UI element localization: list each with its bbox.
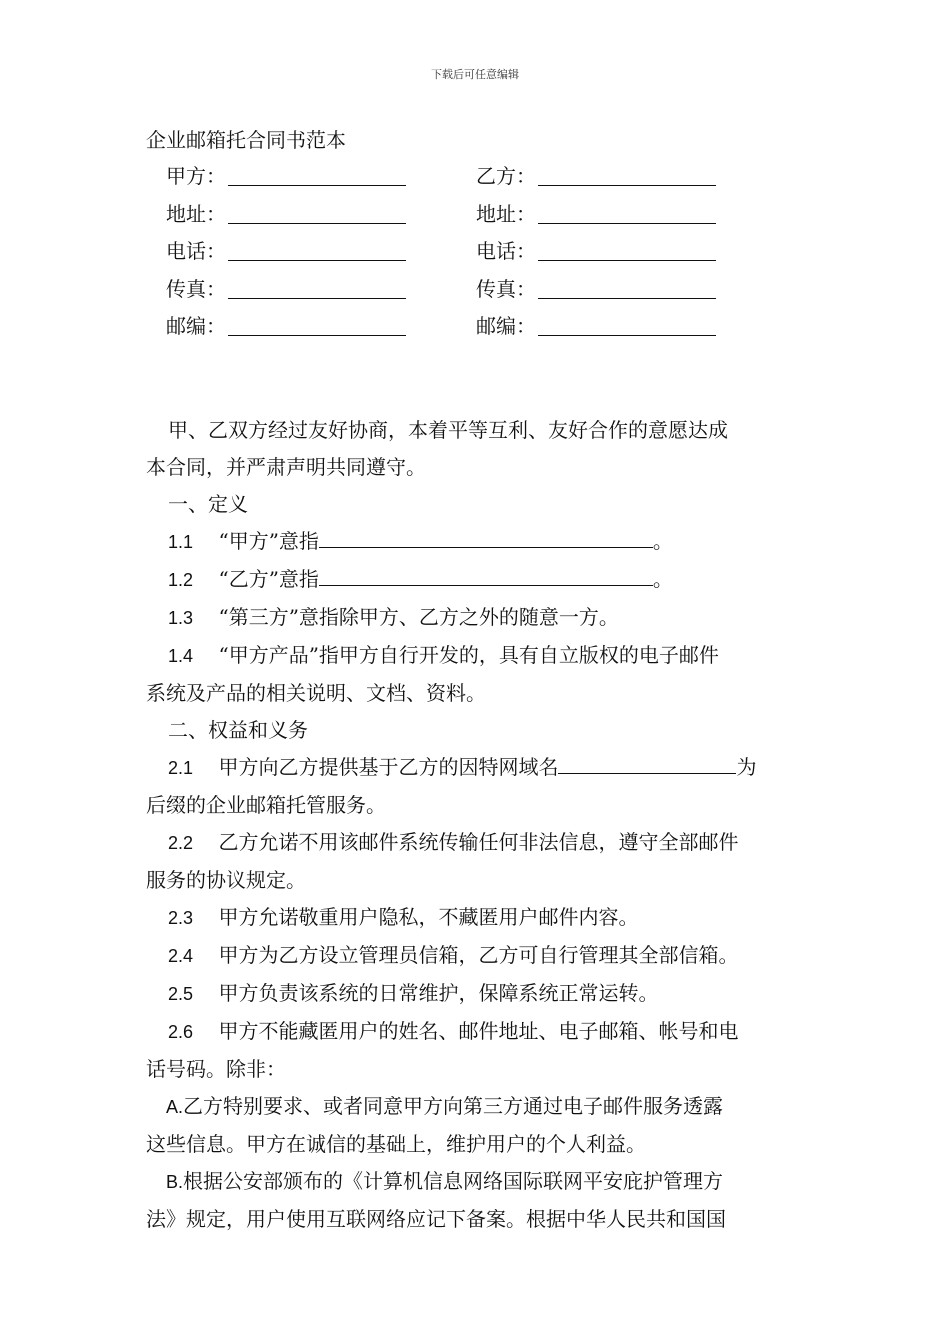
clause-number: 2.6 xyxy=(168,1022,194,1042)
party-b-fax-field xyxy=(476,273,786,302)
party-field-row xyxy=(166,156,786,194)
fill-in-blank xyxy=(228,276,406,299)
clause-number: 2.4 xyxy=(168,946,194,966)
intro-line-2: 本合同，并严肃声明共同遵守。 xyxy=(146,455,426,479)
section-1-title: 一、定义 xyxy=(168,492,248,516)
clause-2-5 xyxy=(146,975,810,1013)
clause-text: 甲方负责该系统的日常维护，保障系统正常运转。 xyxy=(218,981,659,1005)
party-b-address-field xyxy=(476,198,786,227)
party-field-row xyxy=(166,306,786,344)
fill-in-blank xyxy=(538,238,716,261)
field-label: 电话： xyxy=(476,239,536,264)
party-field-row xyxy=(166,231,786,269)
clause-text: 甲方不能藏匿用户的姓名、邮件地址、电子邮箱、帐号和电 xyxy=(218,1019,739,1043)
item-text: 乙方特别要求、或者同意甲方向第三方通过电子邮件服务透露 xyxy=(183,1094,724,1118)
contract-body xyxy=(146,412,810,1238)
clause-text: “甲方产品”指甲方自行开发的，具有自立版权的电子邮件 xyxy=(218,643,719,667)
fill-in-blank xyxy=(538,313,716,336)
clause-2-2 xyxy=(146,824,810,862)
clause-1-2 xyxy=(146,561,810,599)
field-label: 地址： xyxy=(476,201,536,226)
fill-in-blank xyxy=(538,163,716,186)
clause-number: 1.1 xyxy=(168,532,194,552)
item-text: 根据公安部颁布的《计算机信息网络国际联网平安庇护管理方 xyxy=(183,1169,724,1193)
clause-end: 。 xyxy=(652,567,673,591)
clause-2-3 xyxy=(146,899,810,937)
fill-in-blank xyxy=(538,201,716,224)
page-header-note: 下载后可任意编辑 xyxy=(431,68,519,81)
party-a-fax-field xyxy=(166,273,476,302)
item-a xyxy=(146,1088,810,1126)
clause-number: 2.1 xyxy=(168,758,194,778)
clause-text: “第三方”意指除甲方、乙方之外的随意一方。 xyxy=(218,605,619,629)
party-b-postcode-field xyxy=(476,310,786,339)
clause-2-2-cont: 服务的协议规定。 xyxy=(146,868,306,892)
party-field-row xyxy=(166,269,786,307)
field-label: 邮编： xyxy=(166,314,226,339)
fill-in-blank xyxy=(228,163,406,186)
clause-text: “甲方”意指 xyxy=(218,529,319,553)
field-label: 传真： xyxy=(166,276,226,301)
clause-text: 甲方为乙方设立管理员信箱，乙方可自行管理其全部信箱。 xyxy=(218,943,739,967)
clause-number: 1.3 xyxy=(168,608,194,628)
fill-in-blank xyxy=(228,201,406,224)
fill-in-blank xyxy=(228,238,406,261)
field-label: 传真： xyxy=(476,276,536,301)
fill-in-blank xyxy=(538,276,716,299)
party-a-address-field xyxy=(166,198,476,227)
party-info-fields xyxy=(166,156,786,344)
clause-number: 1.2 xyxy=(168,570,194,590)
item-label: B. xyxy=(166,1172,184,1192)
party-b-phone-field xyxy=(476,235,786,264)
clause-1-4-cont: 系统及产品的相关说明、文档、资料。 xyxy=(146,681,486,705)
party-a-phone-field xyxy=(166,235,476,264)
clause-number: 1.4 xyxy=(168,646,194,666)
clause-number: 2.3 xyxy=(168,908,194,928)
clause-text: 乙方允诺不用该邮件系统传输任何非法信息，遵守全部邮件 xyxy=(218,830,739,854)
clause-2-1 xyxy=(146,749,810,787)
clause-1-1 xyxy=(146,523,810,561)
item-a-cont: 这些信息。甲方在诚信的基础上，维护用户的个人利益。 xyxy=(146,1132,646,1156)
fill-in-blank xyxy=(228,313,406,336)
item-label: A. xyxy=(166,1097,184,1117)
party-field-row xyxy=(166,194,786,232)
field-label: 甲方： xyxy=(166,164,226,189)
field-label: 地址： xyxy=(166,201,226,226)
item-b-cont: 法》规定，用户使用互联网络应记下备案。根据中华人民共和国国 xyxy=(146,1207,726,1231)
fill-in-blank xyxy=(319,525,653,548)
item-b xyxy=(146,1163,810,1201)
document-title: 企业邮箱托合同书范本 xyxy=(146,128,346,152)
fill-in-blank xyxy=(319,563,653,586)
section-2-title: 二、权益和义务 xyxy=(168,718,308,742)
clause-2-6 xyxy=(146,1013,810,1051)
clause-2-4 xyxy=(146,937,810,975)
field-label: 邮编： xyxy=(476,314,536,339)
clause-2-6-cont: 话号码。除非： xyxy=(146,1057,286,1081)
party-a-name-field xyxy=(166,160,476,189)
clause-text: “乙方”意指 xyxy=(218,567,319,591)
party-a-postcode-field xyxy=(166,310,476,339)
field-label: 乙方： xyxy=(476,164,536,189)
clause-1-3 xyxy=(146,599,810,637)
clause-2-1-cont: 后缀的企业邮箱托管服务。 xyxy=(146,793,386,817)
clause-number: 2.5 xyxy=(168,984,194,1004)
clause-text: 甲方允诺敬重用户隐私，不藏匿用户邮件内容。 xyxy=(218,905,639,929)
clause-number: 2.2 xyxy=(168,833,194,853)
intro-line-1: 甲、乙双方经过友好协商，本着平等互利、友好合作的意愿达成 xyxy=(168,418,728,442)
clause-text: 甲方向乙方提供基于乙方的因特网域名 xyxy=(218,755,559,779)
clause-end: 为 xyxy=(736,755,757,779)
domain-fill-in-blank xyxy=(558,751,736,774)
party-b-name-field xyxy=(476,160,786,189)
clause-end: 。 xyxy=(652,529,673,553)
field-label: 电话： xyxy=(166,239,226,264)
clause-1-4 xyxy=(146,637,810,675)
